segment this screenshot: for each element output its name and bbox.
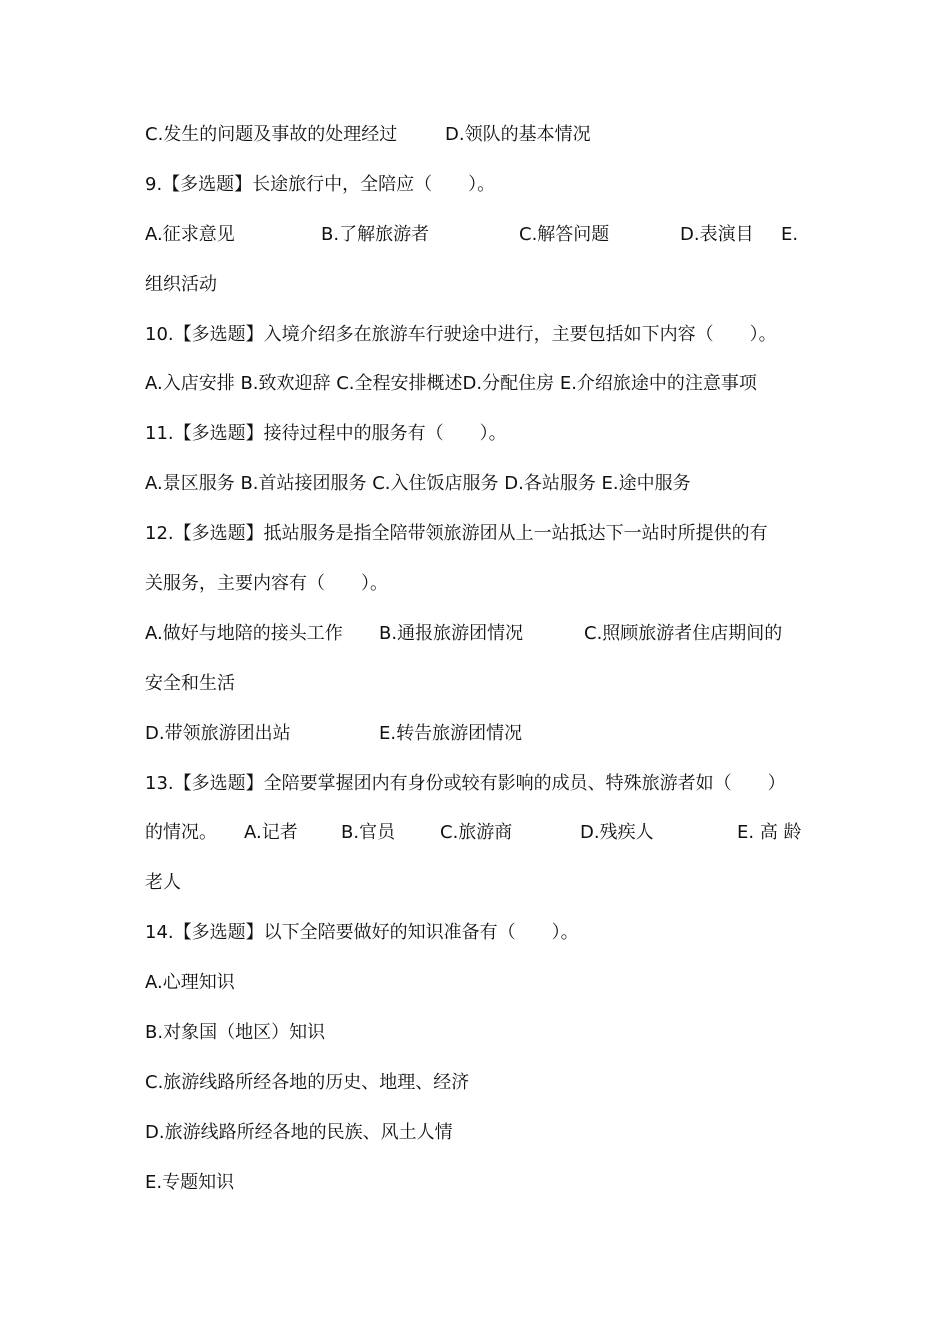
option-c: C.照顾旅游者住店期间的 (584, 622, 783, 644)
options-continuation (145, 260, 810, 310)
option-line-b (145, 1008, 810, 1058)
option-e: E.转告旅游团情况 (379, 722, 523, 744)
question-10-text: 10.【多选题】入境介绍多在旅游车行驶途中进行，主要包括如下内容（ ）。 (145, 323, 777, 345)
question-11 (145, 409, 810, 459)
option-e-text: 老人 (145, 872, 181, 894)
option-d: D.带领旅游团出站 (145, 722, 291, 744)
option-c: C.发生的问题及事故的处理经过 (145, 124, 398, 145)
option-b: B.了解旅游者 (321, 223, 430, 245)
options-continuation (145, 659, 810, 709)
question-12-continuation (145, 559, 810, 609)
option-b: B.对象国（地区）知识 (145, 1022, 326, 1044)
question-12-text: 12.【多选题】抵站服务是指全陪带领旅游团从上一站抵达下一站时所提供的有 (145, 523, 768, 545)
option-line-e (145, 1158, 810, 1208)
question-13 (145, 759, 810, 809)
question-11-text: 11.【多选题】接待过程中的服务有（ ）。 (145, 423, 507, 445)
option-line-d (145, 1108, 810, 1158)
options-line (145, 210, 810, 260)
option-a: A.记者 (244, 822, 298, 844)
document-page (145, 110, 810, 1208)
option-e-text: 组织活动 (145, 273, 217, 295)
option-d: D.残疾人 (580, 822, 654, 844)
question-14-text: 14.【多选题】以下全陪要做好的知识准备有（ ）。 (145, 922, 579, 944)
option-d: D.表演目 (680, 223, 754, 245)
option-b: B.通报旅游团情况 (379, 622, 524, 644)
question-12-text-cont: 关服务，主要内容有（ ）。 (145, 573, 388, 595)
options-line (145, 110, 810, 160)
option-c: C.旅游线路所经各地的历史、地理、经济 (145, 1071, 470, 1093)
question-12 (145, 509, 810, 559)
option-e: E.专题知识 (145, 1171, 235, 1193)
question-10 (145, 310, 810, 360)
options-line (145, 609, 810, 659)
option-d: D.旅游线路所经各地的民族、风土人情 (145, 1121, 453, 1143)
question-9 (145, 160, 810, 210)
options-continuation (145, 858, 810, 908)
question-9-text: 9.【多选题】长途旅行中，全陪应（ ）。 (145, 173, 496, 195)
option-line-c (145, 1058, 810, 1108)
option-e: E. 高 龄 (737, 822, 802, 844)
question-13-text-cont: 的情况。 (145, 822, 217, 844)
option-e: E. (781, 223, 799, 245)
option-a: A.做好与地陪的接头工作 (145, 622, 343, 644)
option-a: A.心理知识 (145, 972, 235, 994)
option-c: C.解答问题 (519, 223, 610, 245)
option-c-text: 安全和生活 (145, 672, 235, 694)
option-d: D.领队的基本情况 (445, 124, 591, 145)
question-14 (145, 908, 810, 958)
options-line (145, 709, 810, 759)
option-c: C.旅游商 (440, 822, 513, 844)
question-10-options: A.入店安排 B.致欢迎辞 C.全程安排概述D.分配住房 E.介绍旅途中的注意事项 (145, 373, 757, 395)
option-line-a (145, 958, 810, 1008)
option-a: A.征求意见 (145, 223, 235, 245)
question-13-text: 13.【多选题】全陪要掌握团内有身份或较有影响的成员、特殊旅游者如（ ） (145, 772, 786, 794)
options-line (145, 808, 810, 858)
option-b: B.官员 (341, 822, 396, 844)
options-line (145, 459, 810, 509)
question-11-options: A.景区服务 B.首站接团服务 C.入住饭店服务 D.各站服务 E.途中服务 (145, 473, 691, 495)
options-line (145, 359, 810, 409)
